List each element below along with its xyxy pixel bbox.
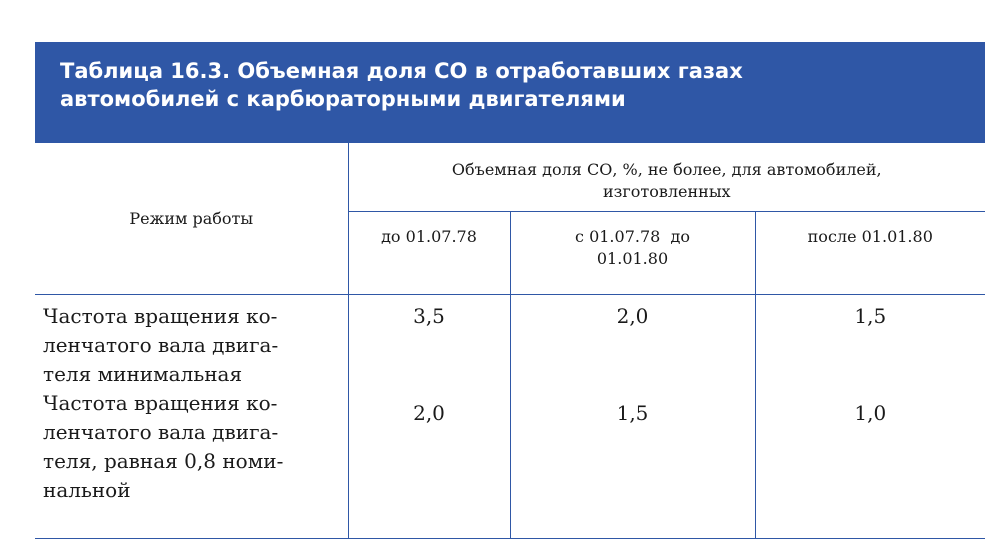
co-table (35, 143, 985, 539)
values-col-1 (348, 295, 510, 539)
row-2-label-line: нальной (43, 478, 131, 502)
group-header-line-1: Объемная доля СО, %, не более, для автомобилей, (451, 160, 882, 179)
row-2-label-line: ленчатого вала двига- (43, 420, 279, 444)
mode-header: Режим работы (129, 208, 254, 228)
row-label-1 (43, 302, 344, 389)
row-2-label-line: Частота вращения ко- (43, 391, 278, 415)
table-card (35, 42, 985, 539)
sub-header-1-line-1: до 01.07.78 (381, 227, 477, 247)
values-col-2 (510, 295, 755, 539)
row-label-2 (43, 389, 344, 505)
table-title-line-2: автомобилей с карбюраторными двигателями (60, 87, 626, 111)
sub-header-2 (510, 212, 755, 295)
header-row-1 (35, 143, 985, 212)
table-title (35, 42, 985, 143)
mode-labels-cell (35, 295, 348, 539)
row-1-label-line: теля минимальная (43, 362, 243, 386)
sub-header-2-line-1: с 01.07.78 до (575, 227, 690, 247)
row-2-label-line: теля, равная 0,8 номи- (43, 449, 284, 473)
value-cell: 1,5 (854, 304, 887, 328)
values-col-3 (755, 295, 985, 539)
value-cell: 1,0 (854, 401, 887, 425)
value-cell: 2,0 (616, 304, 649, 328)
row-1-label-line: Частота вращения ко- (43, 304, 278, 328)
sub-header-2-line-2: 01.01.80 (596, 249, 669, 269)
table-body-row (35, 295, 985, 539)
sub-header-3-line-1: после 01.01.80 (807, 227, 933, 247)
group-header-cell (348, 143, 985, 212)
table-title-line-1: Таблица 16.3. Объемная доля СО в отработавших газах (60, 59, 743, 83)
value-cell: 1,5 (616, 401, 649, 425)
row-1-label-line: ленчатого вала двига- (43, 333, 279, 357)
group-header-line-2: изготовленных (602, 182, 731, 201)
value-cell: 3,5 (413, 304, 445, 328)
sub-header-1 (348, 212, 510, 295)
mode-header-cell (35, 143, 348, 295)
value-cell: 2,0 (413, 401, 445, 425)
sub-header-3 (755, 212, 985, 295)
